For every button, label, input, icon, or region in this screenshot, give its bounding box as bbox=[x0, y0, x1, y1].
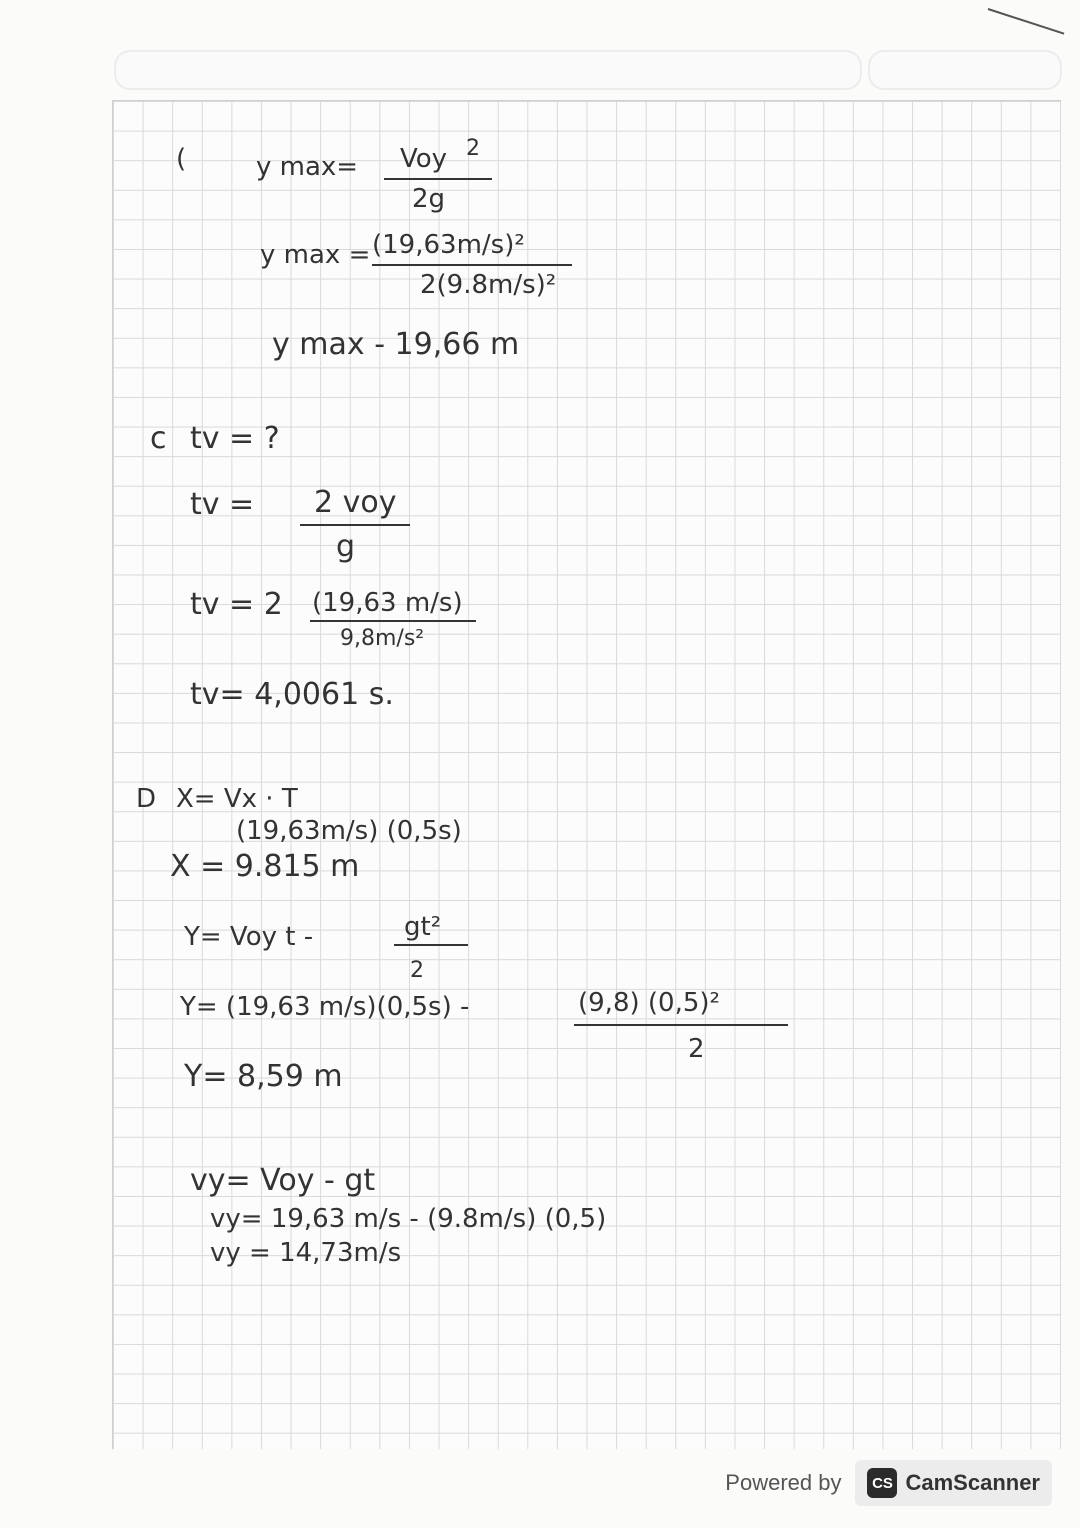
tv-substitution-denominator: 9,8m/s² bbox=[340, 626, 425, 651]
powered-by-label: Powered by bbox=[725, 1470, 842, 1495]
part-c-line-1: c bbox=[150, 421, 167, 456]
tv-result: tv= 4,0061 s. bbox=[190, 677, 394, 712]
ymax-formula-denominator: 2g bbox=[412, 184, 446, 214]
tv-formula-bar bbox=[300, 524, 410, 526]
tv-substitution-numerator: (19,63 m/s) bbox=[312, 588, 463, 618]
ymax-substitution-bar bbox=[372, 264, 572, 266]
y-result: Y= 8,59 m bbox=[184, 1059, 343, 1094]
camscanner-logo-icon: CS bbox=[867, 1468, 897, 1498]
vy-result: vy = 14,73m/s bbox=[210, 1238, 402, 1268]
tv-formula-denominator: g bbox=[336, 529, 356, 564]
x-result: X = 9.815 m bbox=[170, 849, 360, 884]
tv-substitution-bar bbox=[310, 620, 476, 622]
camscanner-watermark bbox=[725, 1460, 1052, 1506]
tv-question: tv = ? bbox=[190, 421, 280, 456]
ymax-result: y max - 19,66 m bbox=[272, 327, 520, 362]
tv-formula-lhs: tv = bbox=[190, 487, 255, 522]
part-d-marker: D bbox=[136, 784, 157, 814]
date-field bbox=[868, 50, 1062, 90]
tv-formula-numerator: 2 voy bbox=[314, 485, 397, 520]
y-substitution-numerator: (9,8) (0,5)² bbox=[578, 988, 720, 1018]
camscanner-brand: CamScanner bbox=[905, 1470, 1040, 1495]
tv-substitution-lhs: tv = 2 bbox=[190, 587, 283, 622]
ymax-substitution-numerator: (19,63m/s)² bbox=[372, 230, 525, 260]
header-field bbox=[114, 50, 862, 90]
x-formula: X= Vx · T bbox=[176, 784, 298, 814]
part-b-marker: ( bbox=[176, 144, 187, 174]
x-substitution: (19,63m/s) (0,5s) bbox=[236, 816, 462, 846]
y-formula-denominator: 2 bbox=[410, 958, 424, 983]
y-formula-numerator: gt² bbox=[404, 912, 442, 942]
ymax-fraction-bar bbox=[384, 178, 492, 180]
vy-substitution: vy= 19,63 m/s - (9.8m/s) (0,5) bbox=[210, 1204, 607, 1234]
y-substitution-denominator: 2 bbox=[688, 1034, 705, 1064]
camscanner-badge bbox=[855, 1460, 1052, 1506]
ymax-substitution-lhs: y max = bbox=[260, 240, 371, 270]
y-substitution-lhs: Y= (19,63 m/s)(0,5s) - bbox=[180, 992, 470, 1022]
ymax-formula-numerator: Voy bbox=[400, 144, 448, 174]
ymax-formula-exponent: 2 bbox=[466, 136, 480, 161]
y-substitution-bar bbox=[574, 1024, 788, 1026]
vy-formula: vy= Voy - gt bbox=[190, 1163, 376, 1198]
y-formula-bar bbox=[394, 944, 468, 946]
ymax-substitution-denominator: 2(9.8m/s)² bbox=[420, 270, 557, 300]
y-formula-lhs: Y= Voy t - bbox=[184, 922, 314, 952]
page-edge-mark bbox=[988, 8, 1065, 35]
ymax-formula-lhs: y max= bbox=[256, 152, 359, 182]
